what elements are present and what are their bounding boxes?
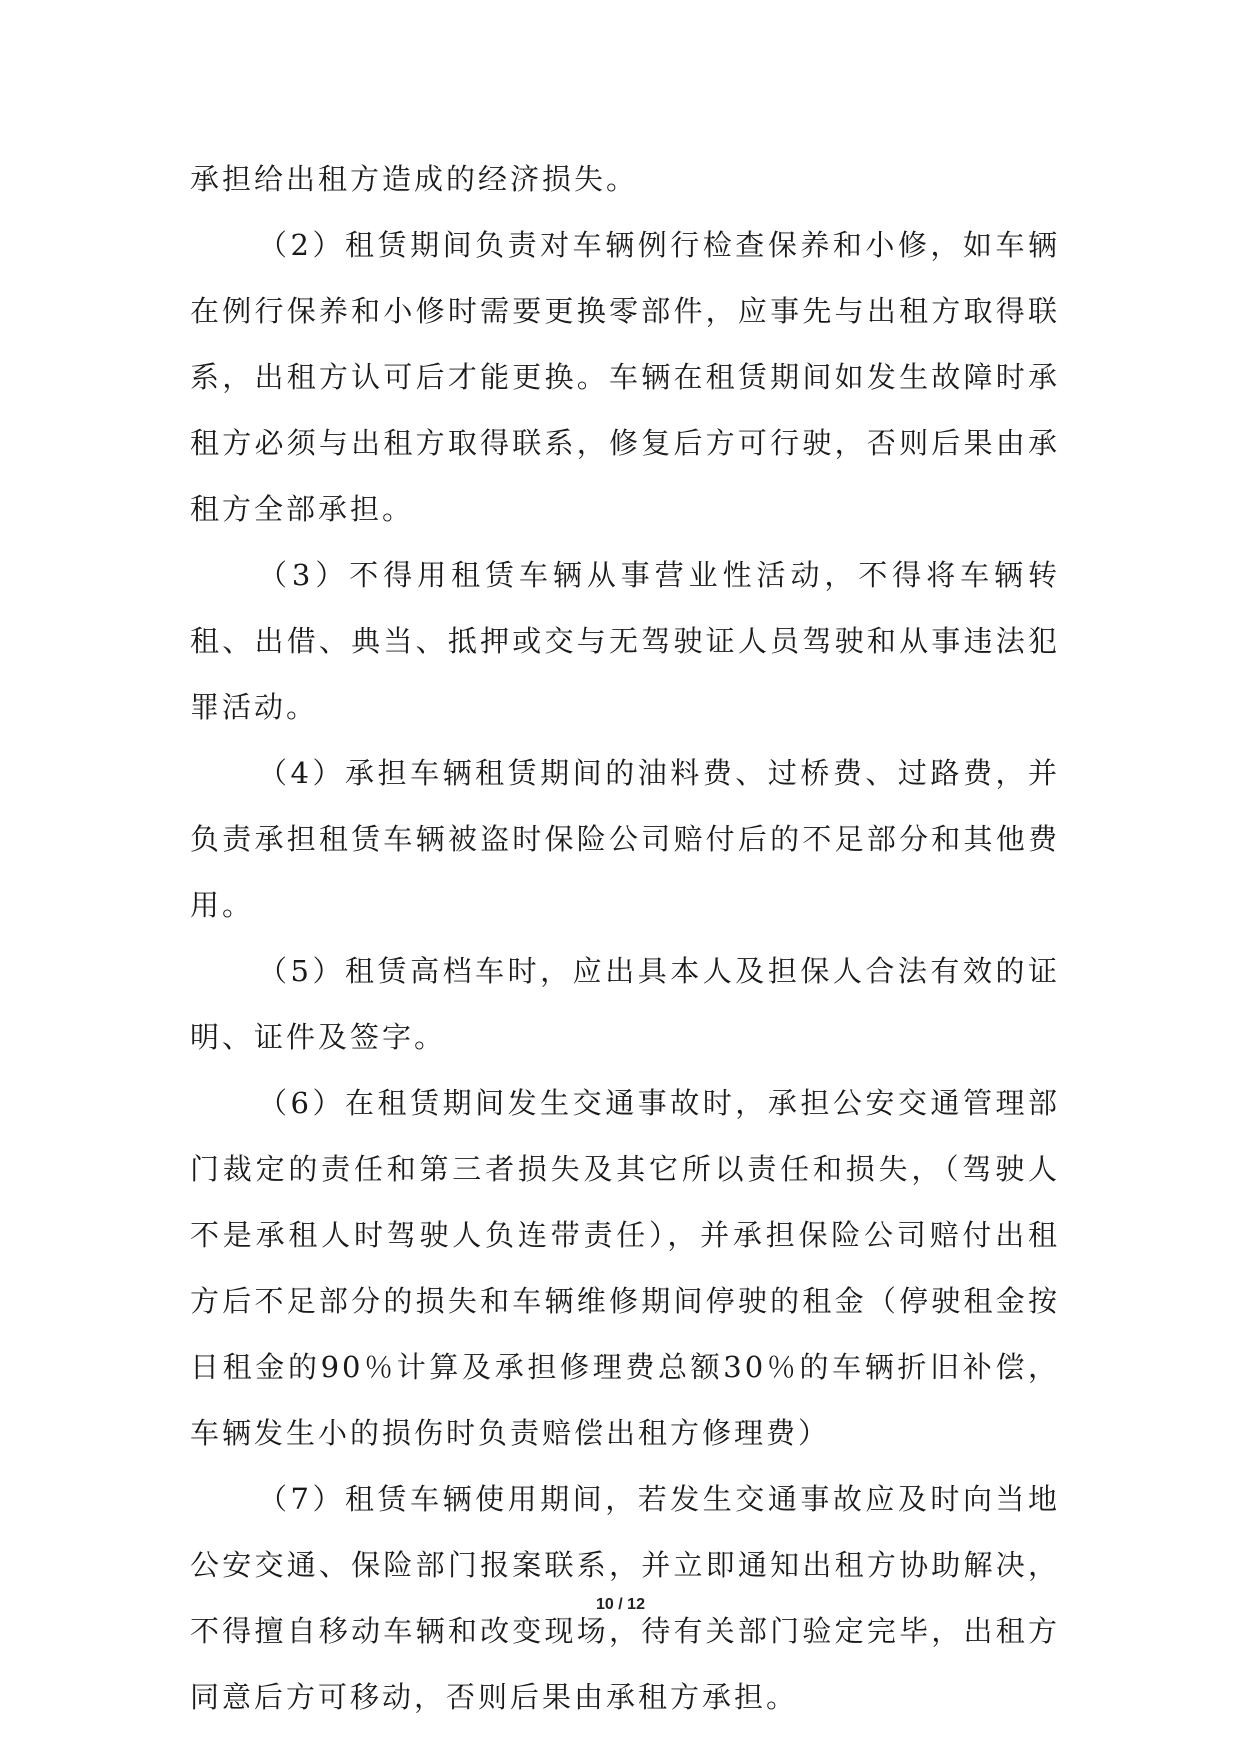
- paragraph-clause-3: （3）不得用租赁车辆从事营业性活动，不得将车辆转租、出借、典当、抵押或交与无驾驶证人员驾驶和从事违法犯罪活动。: [190, 558, 1060, 724]
- paragraph-clause-5: （5）租赁高档车时，应出具本人及担保人合法有效的证明、证件及签字。: [190, 954, 1060, 1054]
- paragraph-clause-2: （2）租赁期间负责对车辆例行检查保养和小修，如车辆在例行保养和小修时需要更换零部件，应事先与出租方取得联系，出租方认可后才能更换。车辆在租赁期间如发生故障时承租方必须与出租方取得联系，修复后方可行驶，否则后果由承租方全部承担。: [190, 228, 1060, 526]
- paragraph-clause-7: （7）租赁车辆使用期间，若发生交通事故应及时向当地公安交通、保险部门报案联系，并立即通知出租方协助解决，不得擅自移动车辆和改变现场，待有关部门验定完毕，出租方同意后方可移动，否则后果由承租方承担。: [190, 1482, 1060, 1714]
- paragraph-clause-4: （4）承担车辆租赁期间的油料费、过桥费、过路费，并负责承担租赁车辆被盗时保险公司赔付后的不足部分和其他费用。: [190, 756, 1060, 922]
- page-number: 10 / 12: [596, 1596, 645, 1613]
- paragraph-continuation: 承担给出租方造成的经济损失。: [190, 162, 639, 196]
- document-body: [190, 146, 1060, 1730]
- paragraph-clause-6: （6）在租赁期间发生交通事故时，承担公安交通管理部门裁定的责任和第三者损失及其它所以责任和损失，（驾驶人不是承租人时驾驶人负连带责任），并承担保险公司赔付出租方后不足部分的损失和车辆维修期间停驶的租金（停驶租金按日租金的90％计算及承担修理费总额30％的车辆折旧补偿，车辆发生小的损伤时负责赔偿出租方修理费）: [190, 1086, 1060, 1450]
